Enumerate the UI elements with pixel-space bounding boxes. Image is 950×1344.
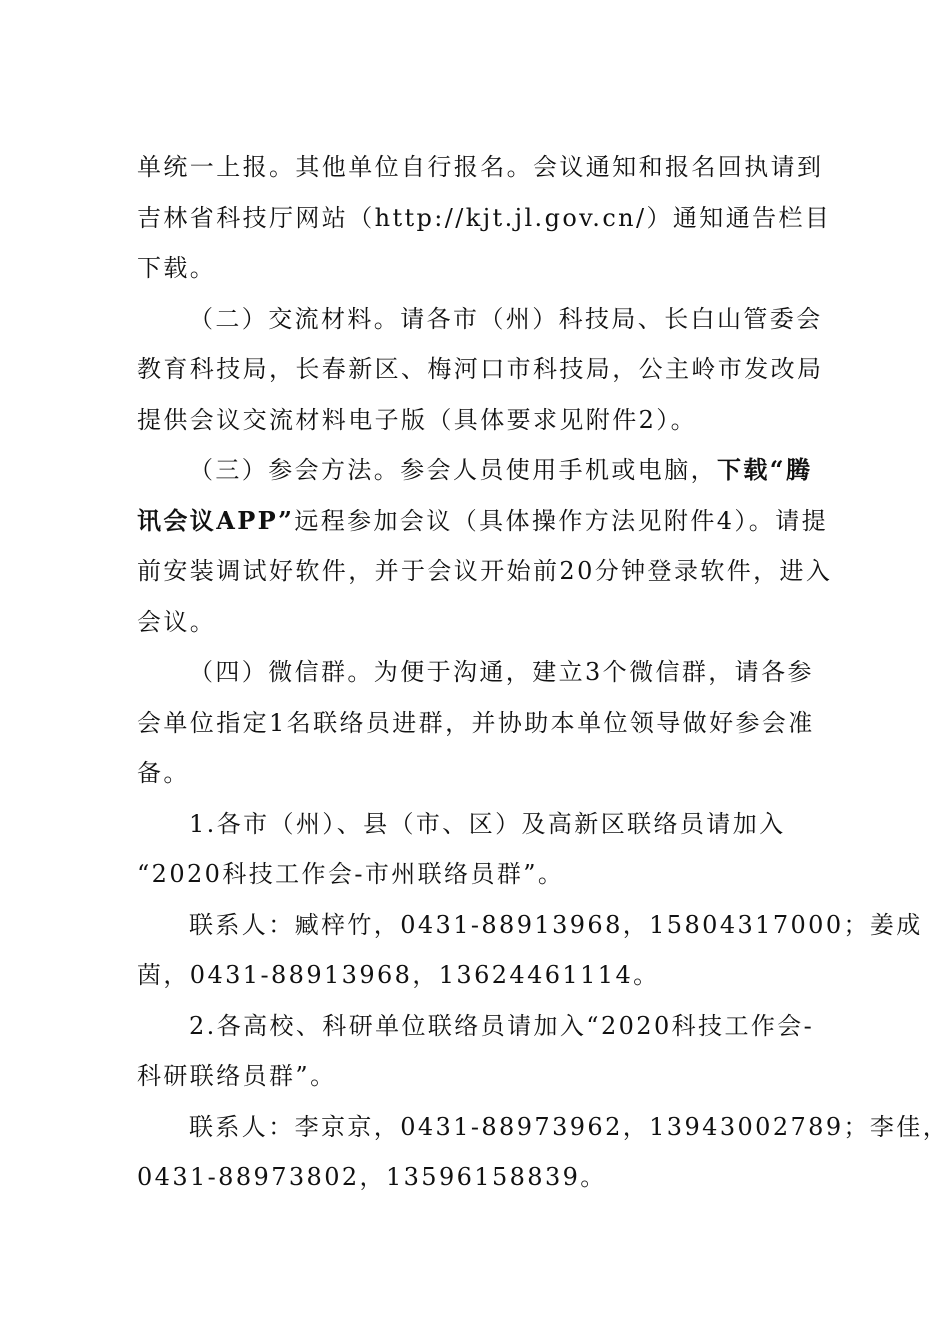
text-line: 前安装调试好软件，并于会议开始前20分钟登录软件，进入 (137, 557, 833, 585)
text-span: 远程参加会议（具体操作方法见附件4）。请提 (294, 506, 828, 535)
contact-line-research: 联系人：李京京，0431-88973962，13943002789；李佳， (189, 1112, 950, 1141)
document-body (137, 142, 950, 1203)
text-line: 下载。 (137, 254, 217, 282)
section-heading-wechat-groups: （四）微信群。为便于沟通，建立3个微信群，请各参 (189, 658, 814, 686)
list-item-research-group: 2.各高校、科研单位联络员请加入“2020科技工作会- (189, 1011, 815, 1040)
bold-text: 讯会议APP” (137, 505, 295, 535)
text-line: 会单位指定1名联络员进群，并协助本单位领导做好参会准 (137, 708, 815, 737)
contact-line-research: 0431-88973802，13596158839。 (137, 1163, 607, 1191)
group-name-research: 科研联络员群”。 (137, 1062, 337, 1090)
text-line: 会议。 (137, 607, 217, 636)
list-item-city-group: 1.各市（州）、县（市、区）及高新区联络员请加入 (189, 809, 786, 838)
text-line: 单统一上报。其他单位自行报名。会议通知和报名回执请到 (137, 153, 824, 181)
text-line (137, 496, 828, 547)
section-heading-exchange-materials: （二）交流材料。请各市（州）科技局、长白山管委会 (189, 304, 823, 333)
bold-text: 下载“腾 (717, 455, 813, 484)
section-heading-attendance-method (137, 445, 817, 496)
text-line: 提供会议交流材料电子版（具体要求见附件2）。 (137, 405, 698, 434)
text-line: 教育科技局，长春新区、梅河口市科技局，公主岭市发改局 (137, 355, 824, 383)
contact-line-city: 茵，0431-88913968，13624461114。 (137, 961, 660, 989)
text-line-website: 吉林省科技厅网站（http://kjt.jl.gov.cn/）通知通告栏目 (137, 203, 832, 232)
contact-line-city: 联系人：臧梓竹，0431-88913968，15804317000；姜成 (189, 910, 923, 939)
group-name-city: “2020科技工作会-市州联络员群”。 (137, 860, 565, 888)
text-span: （三）参会方法。参会人员使用手机或电脑， (189, 456, 717, 484)
text-line: 备。 (137, 759, 190, 787)
